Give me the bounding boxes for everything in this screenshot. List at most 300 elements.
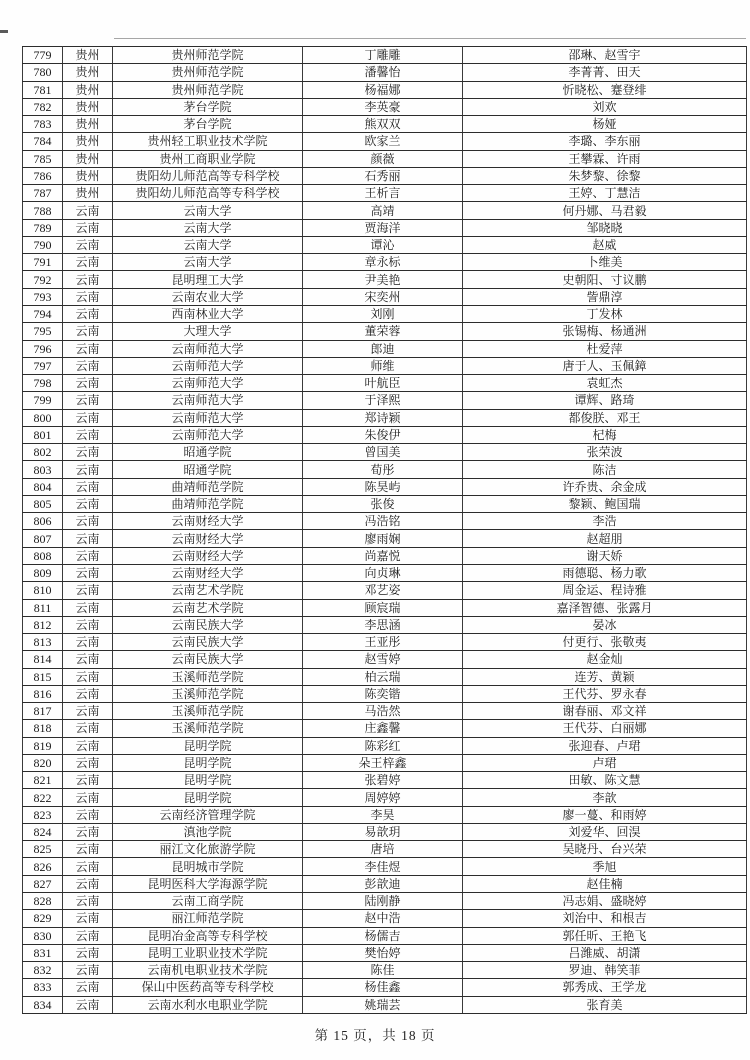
student-name-cell: 朵王梓鑫 [303, 754, 463, 771]
index-cell: 783 [23, 116, 63, 133]
student-name-cell: 郑诗颖 [303, 409, 463, 426]
school-cell: 云南财经大学 [113, 547, 303, 564]
other-names-cell: 廖一蔓、和雨婷 [463, 806, 747, 823]
province-cell: 云南 [63, 288, 113, 305]
school-cell: 云南艺术学院 [113, 582, 303, 599]
index-cell: 818 [23, 720, 63, 737]
index-cell: 830 [23, 927, 63, 944]
school-cell: 云南经济管理学院 [113, 806, 303, 823]
table-row [23, 185, 747, 202]
school-cell: 云南农业大学 [113, 288, 303, 305]
student-name-cell: 荀彤 [303, 461, 463, 478]
table-row [23, 202, 747, 219]
table-row [23, 167, 747, 184]
other-names-cell: 訾鼎淳 [463, 288, 747, 305]
table-row [23, 305, 747, 322]
school-cell: 昭通学院 [113, 444, 303, 461]
other-names-cell: 谭辉、路琦 [463, 392, 747, 409]
index-cell: 810 [23, 582, 63, 599]
school-cell: 云南财经大学 [113, 530, 303, 547]
student-name-cell: 樊怡婷 [303, 944, 463, 961]
school-cell: 云南师范大学 [113, 392, 303, 409]
school-cell: 玉溪师范学院 [113, 720, 303, 737]
other-names-cell: 刘爱华、回淏 [463, 823, 747, 840]
province-cell: 贵州 [63, 167, 113, 184]
table-row [23, 616, 747, 633]
table-row [23, 841, 747, 858]
index-cell: 791 [23, 254, 63, 271]
index-cell: 824 [23, 823, 63, 840]
province-cell: 云南 [63, 962, 113, 979]
table-row [23, 754, 747, 771]
school-cell: 云南师范大学 [113, 375, 303, 392]
province-cell: 云南 [63, 668, 113, 685]
school-cell: 玉溪师范学院 [113, 685, 303, 702]
school-cell: 贵州师范学院 [113, 81, 303, 98]
index-cell: 788 [23, 202, 63, 219]
index-cell: 796 [23, 340, 63, 357]
student-name-cell: 章永标 [303, 254, 463, 271]
province-cell: 云南 [63, 720, 113, 737]
school-cell: 昆明医科大学海源学院 [113, 875, 303, 892]
school-cell: 云南大学 [113, 202, 303, 219]
school-cell: 云南财经大学 [113, 513, 303, 530]
roster-table [22, 46, 747, 1014]
school-cell: 贵阳幼儿师范高等专科学校 [113, 167, 303, 184]
province-cell: 贵州 [63, 185, 113, 202]
student-name-cell: 柏云瑞 [303, 668, 463, 685]
school-cell: 云南民族大学 [113, 634, 303, 651]
student-name-cell: 杨儒吉 [303, 927, 463, 944]
table-row [23, 116, 747, 133]
table-row [23, 288, 747, 305]
province-cell: 贵州 [63, 81, 113, 98]
other-names-cell: 连芳、黄颖 [463, 668, 747, 685]
other-names-cell: 罗迪、韩笑菲 [463, 962, 747, 979]
school-cell: 云南机电职业技术学院 [113, 962, 303, 979]
student-name-cell: 于泽熙 [303, 392, 463, 409]
school-cell: 贵阳幼儿师范高等专科学校 [113, 185, 303, 202]
student-name-cell: 贾海洋 [303, 219, 463, 236]
school-cell: 贵州师范学院 [113, 47, 303, 64]
table-row [23, 426, 747, 443]
student-name-cell: 高靖 [303, 202, 463, 219]
index-cell: 815 [23, 668, 63, 685]
province-cell: 云南 [63, 271, 113, 288]
other-names-cell: 陈洁 [463, 461, 747, 478]
student-name-cell: 董荣蓉 [303, 323, 463, 340]
other-names-cell: 郭秀成、王学龙 [463, 979, 747, 996]
index-cell: 825 [23, 841, 63, 858]
student-name-cell: 叶航臣 [303, 375, 463, 392]
index-cell: 785 [23, 150, 63, 167]
other-names-cell: 刘欢 [463, 98, 747, 115]
table-row [23, 823, 747, 840]
index-cell: 789 [23, 219, 63, 236]
other-names-cell: 季旭 [463, 858, 747, 875]
index-cell: 811 [23, 599, 63, 616]
other-names-cell: 张迎春、卢珺 [463, 737, 747, 754]
province-cell: 云南 [63, 772, 113, 789]
other-names-cell: 黎颖、鲍国瑞 [463, 495, 747, 512]
school-cell: 云南师范大学 [113, 357, 303, 374]
school-cell: 云南大学 [113, 236, 303, 253]
index-cell: 832 [23, 962, 63, 979]
index-cell: 781 [23, 81, 63, 98]
province-cell: 云南 [63, 823, 113, 840]
student-name-cell: 廖雨娴 [303, 530, 463, 547]
student-name-cell: 颜薇 [303, 150, 463, 167]
province-cell: 云南 [63, 202, 113, 219]
index-cell: 819 [23, 737, 63, 754]
table-row [23, 668, 747, 685]
table-row [23, 547, 747, 564]
table-row [23, 996, 747, 1013]
index-cell: 800 [23, 409, 63, 426]
index-cell: 797 [23, 357, 63, 374]
other-names-cell: 田敏、陈文慧 [463, 772, 747, 789]
other-names-cell: 付更行、张敬夷 [463, 634, 747, 651]
school-cell: 云南艺术学院 [113, 599, 303, 616]
student-name-cell: 熊双双 [303, 116, 463, 133]
table-row [23, 513, 747, 530]
province-cell: 云南 [63, 944, 113, 961]
province-cell: 云南 [63, 392, 113, 409]
table-row [23, 893, 747, 910]
index-cell: 831 [23, 944, 63, 961]
student-name-cell: 陈彩红 [303, 737, 463, 754]
index-cell: 812 [23, 616, 63, 633]
index-cell: 809 [23, 564, 63, 581]
other-names-cell: 朱梦黎、徐黎 [463, 167, 747, 184]
index-cell: 821 [23, 772, 63, 789]
other-names-cell: 许乔贵、余金成 [463, 478, 747, 495]
other-names-cell: 忻晓松、蹇登绯 [463, 81, 747, 98]
table-row [23, 323, 747, 340]
school-cell: 昆明学院 [113, 754, 303, 771]
student-name-cell: 潘馨怡 [303, 64, 463, 81]
table-row [23, 858, 747, 875]
table-row [23, 357, 747, 374]
table-row [23, 806, 747, 823]
other-names-cell: 杨娅 [463, 116, 747, 133]
province-cell: 云南 [63, 634, 113, 651]
province-cell: 云南 [63, 409, 113, 426]
index-cell: 829 [23, 910, 63, 927]
table-row [23, 737, 747, 754]
province-cell: 云南 [63, 461, 113, 478]
index-cell: 780 [23, 64, 63, 81]
school-cell: 云南水利水电职业学院 [113, 996, 303, 1013]
student-name-cell: 石秀丽 [303, 167, 463, 184]
other-names-cell: 丁发林 [463, 305, 747, 322]
school-cell: 贵州工商职业学院 [113, 150, 303, 167]
other-names-cell: 李璐、李东丽 [463, 133, 747, 150]
other-names-cell: 邵琳、赵雪宇 [463, 47, 747, 64]
table-row [23, 47, 747, 64]
roster-table-body [23, 47, 747, 1014]
table-row [23, 236, 747, 253]
index-cell: 782 [23, 98, 63, 115]
index-cell: 820 [23, 754, 63, 771]
province-cell: 云南 [63, 703, 113, 720]
student-name-cell: 王析言 [303, 185, 463, 202]
school-cell: 玉溪师范学院 [113, 668, 303, 685]
index-cell: 826 [23, 858, 63, 875]
school-cell: 云南师范大学 [113, 340, 303, 357]
province-cell: 云南 [63, 789, 113, 806]
index-cell: 794 [23, 305, 63, 322]
student-name-cell: 陈奕锴 [303, 685, 463, 702]
province-cell: 云南 [63, 513, 113, 530]
student-name-cell: 顾宸瑞 [303, 599, 463, 616]
province-cell: 云南 [63, 530, 113, 547]
table-row [23, 789, 747, 806]
province-cell: 云南 [63, 685, 113, 702]
student-name-cell: 杨福娜 [303, 81, 463, 98]
school-cell: 昆明工业职业技术学院 [113, 944, 303, 961]
school-cell: 昭通学院 [113, 461, 303, 478]
province-cell: 云南 [63, 444, 113, 461]
province-cell: 云南 [63, 323, 113, 340]
previous-row-border-remnant [114, 38, 746, 39]
student-name-cell: 欧家兰 [303, 133, 463, 150]
table-row [23, 582, 747, 599]
student-name-cell: 尚嘉悦 [303, 547, 463, 564]
index-cell: 813 [23, 634, 63, 651]
index-cell: 793 [23, 288, 63, 305]
student-name-cell: 尹美艳 [303, 271, 463, 288]
province-cell: 云南 [63, 340, 113, 357]
table-row [23, 703, 747, 720]
other-names-cell: 赵威 [463, 236, 747, 253]
table-row [23, 219, 747, 236]
province-cell: 贵州 [63, 47, 113, 64]
student-name-cell: 赵中浩 [303, 910, 463, 927]
index-cell: 798 [23, 375, 63, 392]
student-name-cell: 李昊 [303, 806, 463, 823]
other-names-cell: 李歆 [463, 789, 747, 806]
student-name-cell: 郎迪 [303, 340, 463, 357]
province-cell: 云南 [63, 806, 113, 823]
student-name-cell: 陆刚静 [303, 893, 463, 910]
table-row [23, 685, 747, 702]
school-cell: 贵州师范学院 [113, 64, 303, 81]
school-cell: 曲靖师范学院 [113, 495, 303, 512]
index-cell: 827 [23, 875, 63, 892]
student-name-cell: 丁雕雕 [303, 47, 463, 64]
school-cell: 丽江文化旅游学院 [113, 841, 303, 858]
other-names-cell: 张荣波 [463, 444, 747, 461]
table-row [23, 375, 747, 392]
student-name-cell: 陈佳 [303, 962, 463, 979]
other-names-cell: 赵金灿 [463, 651, 747, 668]
other-names-cell: 唐于人、玉佩鏱 [463, 357, 747, 374]
school-cell: 昆明城市学院 [113, 858, 303, 875]
index-cell: 795 [23, 323, 63, 340]
table-row [23, 392, 747, 409]
other-names-cell: 郭任昕、王艳飞 [463, 927, 747, 944]
province-cell: 云南 [63, 236, 113, 253]
other-names-cell: 杞梅 [463, 426, 747, 443]
student-name-cell: 宋奕州 [303, 288, 463, 305]
table-row [23, 254, 747, 271]
student-name-cell: 朱俊伊 [303, 426, 463, 443]
other-names-cell: 张育美 [463, 996, 747, 1013]
province-cell: 云南 [63, 979, 113, 996]
table-row [23, 81, 747, 98]
province-cell: 贵州 [63, 64, 113, 81]
province-cell: 云南 [63, 305, 113, 322]
table-row [23, 340, 747, 357]
table-row [23, 772, 747, 789]
school-cell: 茅台学院 [113, 116, 303, 133]
school-cell: 云南师范大学 [113, 409, 303, 426]
province-cell: 云南 [63, 547, 113, 564]
table-row [23, 495, 747, 512]
school-cell: 云南工商学院 [113, 893, 303, 910]
other-names-cell: 冯志娟、盛晓婷 [463, 893, 747, 910]
province-cell: 云南 [63, 478, 113, 495]
table-row [23, 98, 747, 115]
student-name-cell: 张俊 [303, 495, 463, 512]
other-names-cell: 杜爱萍 [463, 340, 747, 357]
province-cell: 贵州 [63, 133, 113, 150]
province-cell: 云南 [63, 564, 113, 581]
province-cell: 云南 [63, 754, 113, 771]
school-cell: 昆明理工大学 [113, 271, 303, 288]
other-names-cell: 吕潍威、胡潇 [463, 944, 747, 961]
index-cell: 807 [23, 530, 63, 547]
index-cell: 822 [23, 789, 63, 806]
index-cell: 784 [23, 133, 63, 150]
province-cell: 云南 [63, 599, 113, 616]
table-row [23, 564, 747, 581]
table-row [23, 64, 747, 81]
other-names-cell: 雨德聪、杨力歌 [463, 564, 747, 581]
table-row [23, 409, 747, 426]
student-name-cell: 谭沁 [303, 236, 463, 253]
school-cell: 云南师范大学 [113, 426, 303, 443]
province-cell: 贵州 [63, 150, 113, 167]
index-cell: 814 [23, 651, 63, 668]
province-cell: 云南 [63, 841, 113, 858]
table-row [23, 634, 747, 651]
other-names-cell: 王代芬、罗永春 [463, 685, 747, 702]
other-names-cell: 周金运、程诗雅 [463, 582, 747, 599]
table-row [23, 461, 747, 478]
scan-artifact [0, 30, 8, 33]
province-cell: 云南 [63, 737, 113, 754]
index-cell: 823 [23, 806, 63, 823]
school-cell: 昆明学院 [113, 772, 303, 789]
school-cell: 云南大学 [113, 254, 303, 271]
province-cell: 云南 [63, 357, 113, 374]
school-cell: 茅台学院 [113, 98, 303, 115]
province-cell: 贵州 [63, 98, 113, 115]
school-cell: 云南大学 [113, 219, 303, 236]
province-cell: 云南 [63, 910, 113, 927]
other-names-cell: 赵佳楠 [463, 875, 747, 892]
school-cell: 滇池学院 [113, 823, 303, 840]
student-name-cell: 易歆玥 [303, 823, 463, 840]
other-names-cell: 史朝阳、寸议鹏 [463, 271, 747, 288]
table-row [23, 478, 747, 495]
school-cell: 玉溪师范学院 [113, 703, 303, 720]
student-name-cell: 曾国美 [303, 444, 463, 461]
province-cell: 云南 [63, 495, 113, 512]
other-names-cell: 袁虹杰 [463, 375, 747, 392]
school-cell: 丽江师范学院 [113, 910, 303, 927]
province-cell: 云南 [63, 858, 113, 875]
index-cell: 786 [23, 167, 63, 184]
table-row [23, 271, 747, 288]
school-cell: 曲靖师范学院 [113, 478, 303, 495]
student-name-cell: 杨佳鑫 [303, 979, 463, 996]
student-name-cell: 赵雪婷 [303, 651, 463, 668]
index-cell: 801 [23, 426, 63, 443]
school-cell: 昆明学院 [113, 789, 303, 806]
other-names-cell: 邹晓晓 [463, 219, 747, 236]
province-cell: 云南 [63, 996, 113, 1013]
table-row [23, 530, 747, 547]
student-name-cell: 冯浩铭 [303, 513, 463, 530]
province-cell: 云南 [63, 582, 113, 599]
student-name-cell: 李英豪 [303, 98, 463, 115]
student-name-cell: 李佳煜 [303, 858, 463, 875]
province-cell: 云南 [63, 893, 113, 910]
index-cell: 802 [23, 444, 63, 461]
province-cell: 云南 [63, 219, 113, 236]
table-row [23, 910, 747, 927]
student-name-cell: 张碧婷 [303, 772, 463, 789]
school-cell: 保山中医药高等专科学校 [113, 979, 303, 996]
other-names-cell: 李浩 [463, 513, 747, 530]
index-cell: 816 [23, 685, 63, 702]
student-name-cell: 向贞琳 [303, 564, 463, 581]
other-names-cell: 李菁菁、田天 [463, 64, 747, 81]
other-names-cell: 王攀霖、许雨 [463, 150, 747, 167]
index-cell: 799 [23, 392, 63, 409]
school-cell: 云南财经大学 [113, 564, 303, 581]
other-names-cell: 何丹娜、马君毅 [463, 202, 747, 219]
other-names-cell: 张锡梅、杨通洲 [463, 323, 747, 340]
other-names-cell: 嘉泽智德、张露月 [463, 599, 747, 616]
school-cell: 昆明学院 [113, 737, 303, 754]
table-row [23, 927, 747, 944]
table-row [23, 651, 747, 668]
student-name-cell: 师维 [303, 357, 463, 374]
student-name-cell: 唐培 [303, 841, 463, 858]
other-names-cell: 卜维美 [463, 254, 747, 271]
school-cell: 贵州轻工职业技术学院 [113, 133, 303, 150]
index-cell: 803 [23, 461, 63, 478]
student-name-cell: 周婷婷 [303, 789, 463, 806]
table-row [23, 133, 747, 150]
other-names-cell: 吴晓丹、台兴荣 [463, 841, 747, 858]
school-cell: 云南民族大学 [113, 651, 303, 668]
table-row [23, 944, 747, 961]
student-name-cell: 庄鑫馨 [303, 720, 463, 737]
index-cell: 817 [23, 703, 63, 720]
index-cell: 787 [23, 185, 63, 202]
index-cell: 805 [23, 495, 63, 512]
student-name-cell: 王亚彤 [303, 634, 463, 651]
other-names-cell: 谢春丽、邓文祥 [463, 703, 747, 720]
index-cell: 779 [23, 47, 63, 64]
province-cell: 贵州 [63, 116, 113, 133]
page-number-footer: 第 15 页，共 18 页 [314, 1028, 436, 1043]
